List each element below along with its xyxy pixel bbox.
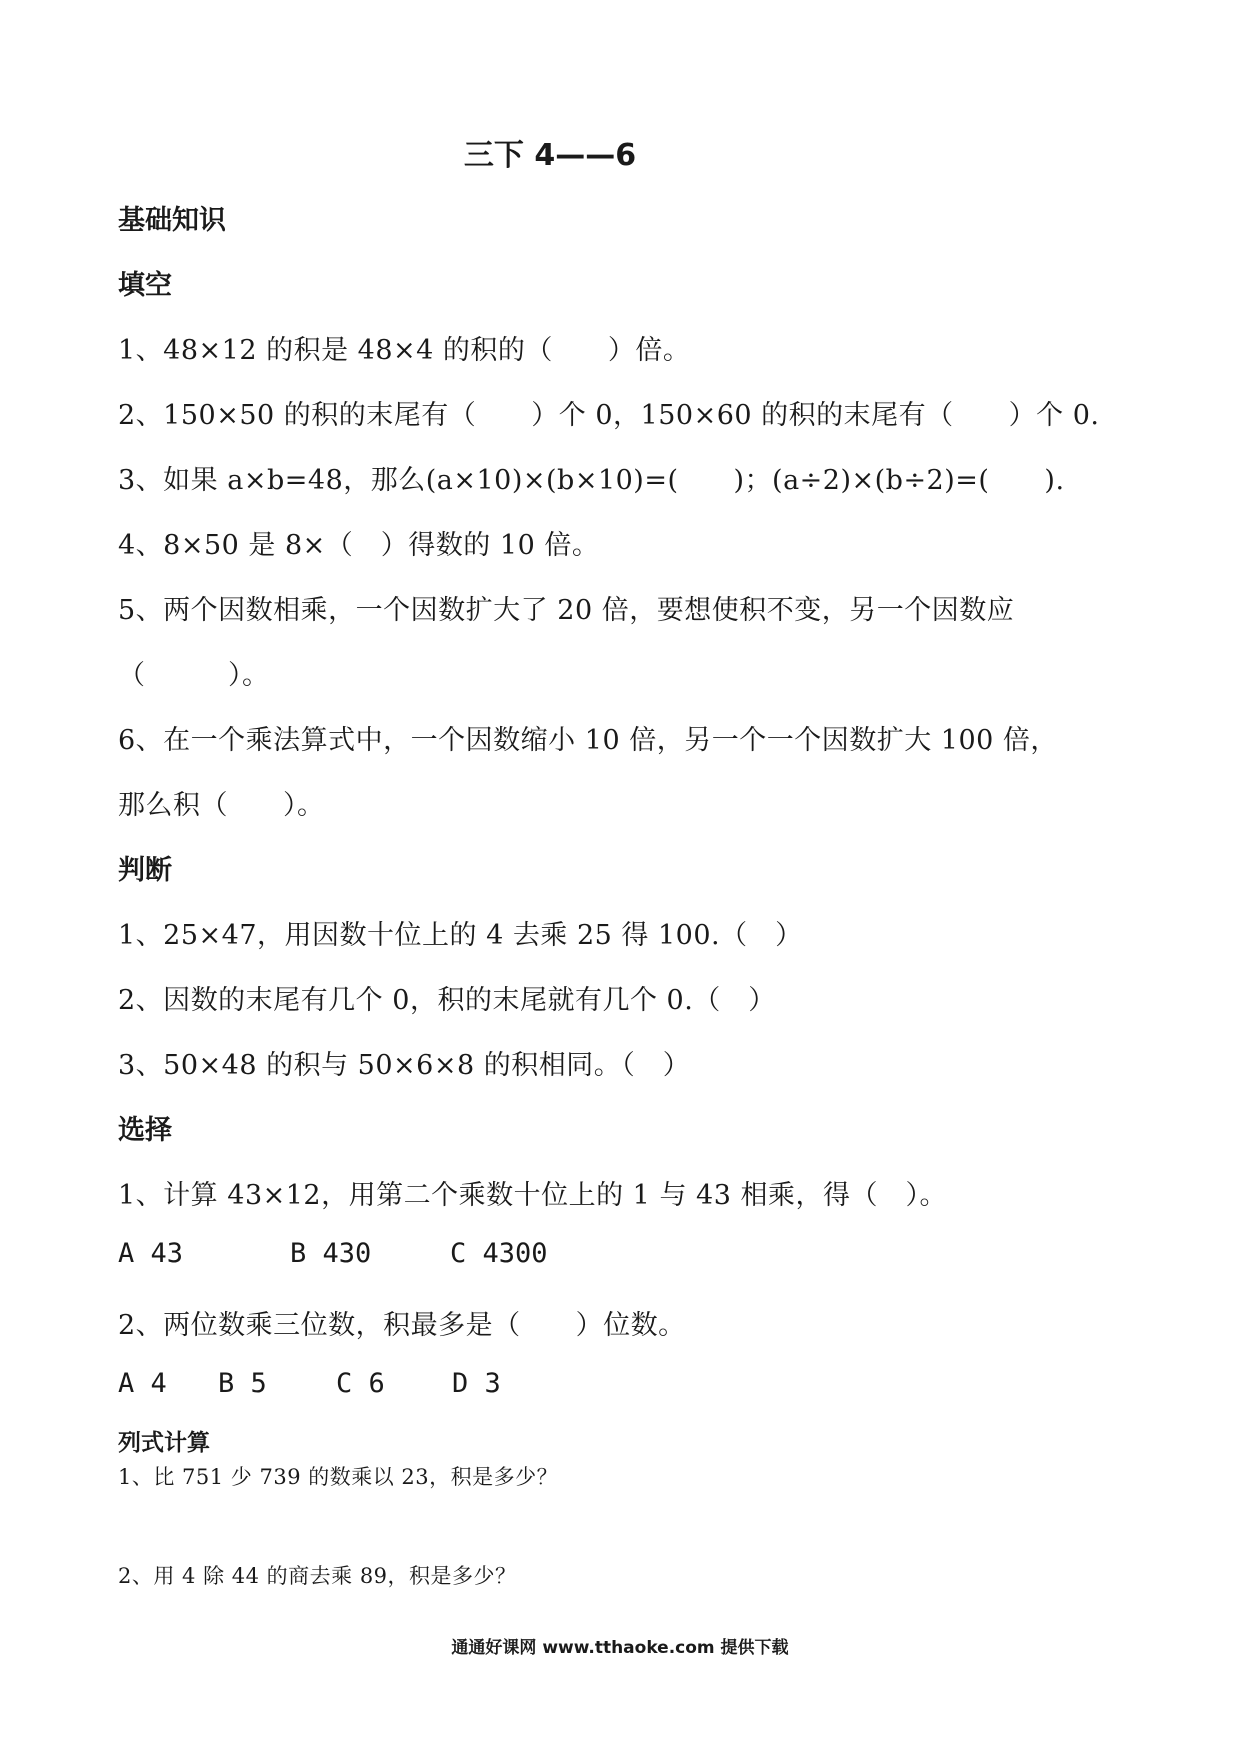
judge-item-3: 3、50×48 的积与 50×6×8 的积相同。（ ）: [118, 1050, 691, 1081]
fill-item-5-continued: （ ）。: [118, 660, 270, 691]
choose-q2-option-c: C 6: [336, 1368, 385, 1399]
calc-item-1: 1、比 751 少 739 的数乘以 23，积是多少？: [118, 1465, 559, 1489]
fill-item-6: 6、在一个乘法算式中，一个因数缩小 10 倍，另一个一个因数扩大 100 倍，: [118, 725, 1058, 756]
fill-item-4: 4、8×50 是 8×（ ）得数的 10 倍。: [118, 530, 600, 561]
choose-q2-option-d: D 3: [452, 1368, 501, 1399]
choose-q1-option-a: A 43: [118, 1238, 184, 1269]
choose-q1-option-c: C 4300: [450, 1238, 548, 1269]
page-title: 三下 4——6: [463, 138, 637, 173]
calc-item-2: 2、用 4 除 44 的商去乘 89，积是多少？: [118, 1564, 517, 1588]
choose-q1-option-b: B 430: [290, 1238, 372, 1269]
heading-fill-in-blank: 填空: [118, 270, 172, 301]
heading-judge: 判断: [118, 855, 172, 886]
heading-basic-knowledge: 基础知识: [118, 205, 226, 236]
choose-q2-option-b: B 5: [218, 1368, 267, 1399]
fill-item-3: 3、如果 a×b=48，那么(a×10)×(b×10)=( )；(a÷2)×(b÷2)=( ).: [118, 465, 1065, 496]
fill-item-5: 5、两个因数相乘，一个因数扩大了 20 倍，要想使积不变，另一个因数应: [118, 595, 1015, 626]
judge-item-2: 2、因数的末尾有几个 0，积的末尾就有几个 0.（ ）: [118, 985, 776, 1016]
heading-written-calculation: 列式计算: [118, 1430, 210, 1456]
choose-q2-option-a: A 4: [118, 1368, 167, 1399]
heading-choose: 选择: [118, 1115, 172, 1146]
footer-source: 通通好课网 www.tthaoke.com 提供下载: [451, 1638, 789, 1658]
fill-item-6-continued: 那么积（ ）。: [118, 790, 325, 821]
fill-item-2: 2、150×50 的积的末尾有（ ）个 0，150×60 的积的末尾有（ ）个 0.: [118, 400, 1100, 431]
choose-question-2: 2、两位数乘三位数，积最多是（ ）位数。: [118, 1310, 686, 1341]
judge-item-1: 1、25×47，用因数十位上的 4 去乘 25 得 100.（ ）: [118, 920, 803, 951]
fill-item-1: 1、48×12 的积是 48×4 的积的（ ）倍。: [118, 335, 691, 366]
choose-question-1: 1、计算 43×12，用第二个乘数十位上的 1 与 43 相乘，得（ ）。: [118, 1180, 947, 1211]
